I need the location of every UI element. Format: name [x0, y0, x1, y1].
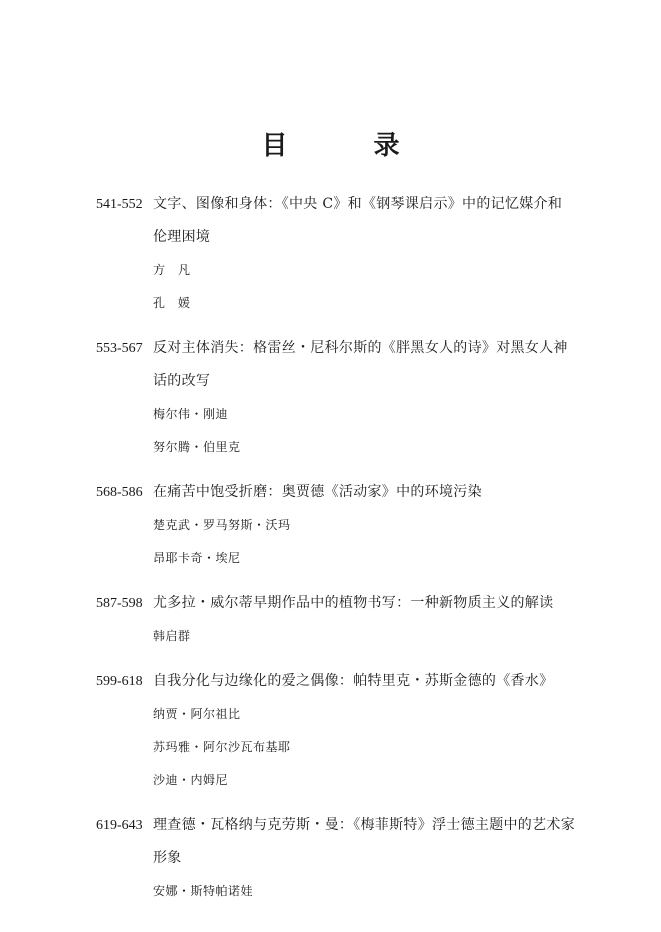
author-name: 韩启群 [153, 629, 191, 643]
author-name: 苏玛雅・阿尔沙瓦布基耶 [153, 740, 291, 754]
author-name: 孔 媛 [153, 296, 191, 310]
toc-entry [96, 188, 576, 320]
article-title: 文字、图像和身体：《中央 C》和《钢琴课启示》中的记忆媒介和伦理困境 [153, 196, 563, 245]
author-name: 昂耶卡奇・埃尼 [153, 551, 241, 565]
page-range: 541-552 [96, 197, 143, 212]
author-name: 沙迪・内姆尼 [153, 773, 229, 787]
author-list [153, 509, 576, 575]
page-range: 553-567 [96, 341, 143, 356]
author-list [153, 620, 576, 653]
article-title: 反对主体消失：格雷丝・尼科尔斯的《胖黑女人的诗》对黑女人神话的改写 [153, 340, 568, 389]
author-name: 努尔腾・伯里克 [153, 440, 241, 454]
article-title: 自我分化与边缘化的爱之偶像：帕特里克・苏斯金德的《香水》 [153, 673, 554, 689]
toc-entry [96, 809, 576, 908]
author-name: 方 凡 [153, 263, 191, 277]
author-list [153, 398, 576, 464]
author-name: 纳贾・阿尔祖比 [153, 707, 241, 721]
page-title: 目 录 [261, 131, 430, 161]
author-list [153, 875, 576, 908]
toc-entry [96, 665, 576, 797]
toc-entry [96, 476, 576, 575]
author-list [153, 698, 576, 797]
article-title: 理查德・瓦格纳与克劳斯・曼：《梅菲斯特》浮士德主题中的艺术家形象 [153, 817, 575, 866]
toc-entry [96, 587, 576, 653]
author-name: 安娜・斯特帕诺娃 [153, 884, 254, 898]
author-name: 梅尔伟・刚迪 [153, 407, 229, 421]
toc-entry [96, 332, 576, 464]
article-title: 尤多拉・威尔蒂早期作品中的植物书写：一种新物质主义的解读 [153, 595, 554, 611]
page-range: 587-598 [96, 596, 143, 611]
author-list [153, 254, 576, 320]
page-range: 599-618 [96, 674, 143, 689]
page-range: 619-643 [96, 818, 143, 833]
article-title: 在痛苦中饱受折磨：奥贾德《活动家》中的环境污染 [153, 484, 482, 500]
author-name: 楚克武・罗马努斯・沃玛 [153, 518, 291, 532]
page-range: 568-586 [96, 485, 143, 500]
table-of-contents [96, 188, 576, 920]
